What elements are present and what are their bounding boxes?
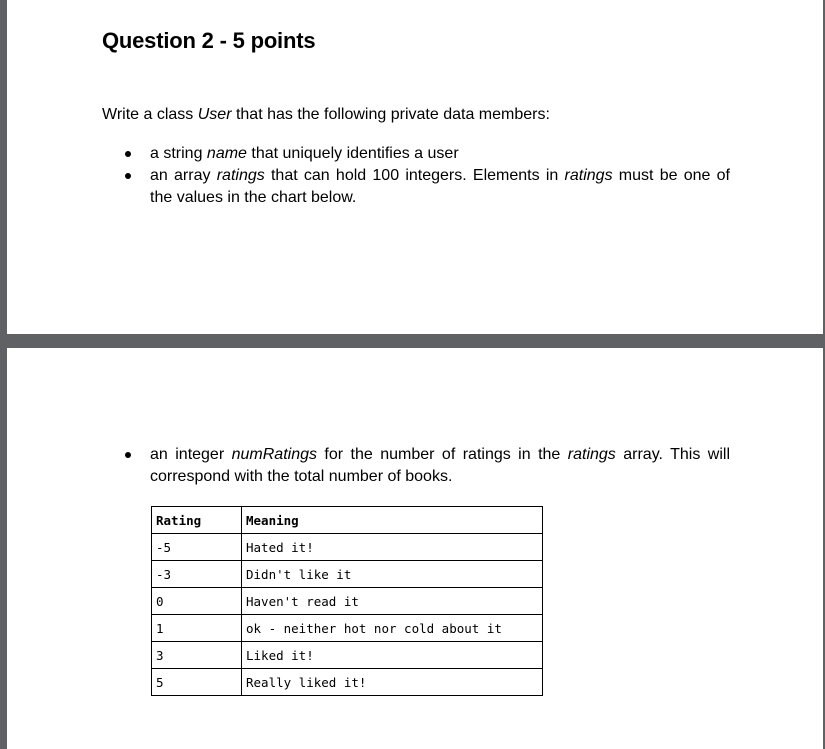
member-ratings-term: ratings bbox=[564, 167, 613, 184]
table-row bbox=[152, 669, 543, 696]
data-members-list-continued bbox=[150, 444, 730, 488]
member-numratings-term: numRatings bbox=[231, 446, 317, 463]
meaning-cell: Didn't like it bbox=[242, 561, 543, 588]
meaning-cell: Liked it! bbox=[242, 642, 543, 669]
list-text: an integer bbox=[150, 446, 232, 463]
document-page-2 bbox=[7, 348, 823, 749]
member-name-term: name bbox=[206, 145, 247, 162]
rating-cell: 5 bbox=[152, 669, 242, 696]
list-text: array. This will correspond with the total number of books. bbox=[150, 446, 730, 485]
meaning-cell: ok - neither hot nor cold about it bbox=[242, 615, 543, 642]
list-text: a string bbox=[150, 145, 207, 162]
list-text: an array bbox=[150, 167, 217, 184]
rating-cell: -5 bbox=[152, 534, 242, 561]
column-header-rating: Rating bbox=[152, 507, 242, 534]
question-title: Question 2 - 5 points bbox=[102, 28, 316, 53]
data-members-list bbox=[150, 143, 730, 209]
intro-text-end: that has the following private data members: bbox=[231, 106, 550, 123]
member-ratings-term: ratings bbox=[567, 446, 616, 463]
intro-paragraph bbox=[102, 105, 550, 125]
class-name: User bbox=[197, 106, 232, 123]
table-header-row bbox=[152, 507, 543, 534]
table-row bbox=[152, 615, 543, 642]
list-text: that uniquely identifies a user bbox=[246, 145, 459, 162]
ratings-table bbox=[151, 506, 543, 696]
table-row bbox=[152, 642, 543, 669]
column-header-meaning: Meaning bbox=[242, 507, 543, 534]
list-text: for the number of ratings in the bbox=[316, 446, 568, 463]
meaning-cell: Haven't read it bbox=[242, 588, 543, 615]
intro-text-start: Write a class bbox=[102, 106, 198, 123]
member-ratings-term: ratings bbox=[216, 167, 265, 184]
bullet-icon bbox=[125, 452, 131, 458]
list-item-name bbox=[150, 143, 730, 165]
list-item-numratings bbox=[150, 444, 730, 488]
rating-cell: -3 bbox=[152, 561, 242, 588]
document-page-1 bbox=[7, 0, 823, 334]
bullet-icon bbox=[125, 151, 131, 157]
rating-cell: 3 bbox=[152, 642, 242, 669]
list-text: that can hold 100 integers. Elements in bbox=[264, 167, 565, 184]
table-row bbox=[152, 534, 543, 561]
table-row bbox=[152, 561, 543, 588]
bullet-icon bbox=[125, 173, 131, 179]
meaning-cell: Hated it! bbox=[242, 534, 543, 561]
table-row bbox=[152, 588, 543, 615]
rating-cell: 1 bbox=[152, 615, 242, 642]
list-item-ratings bbox=[150, 165, 730, 209]
rating-cell: 0 bbox=[152, 588, 242, 615]
list-text: must be one of the values in the chart below. bbox=[150, 167, 731, 206]
meaning-cell: Really liked it! bbox=[242, 669, 543, 696]
